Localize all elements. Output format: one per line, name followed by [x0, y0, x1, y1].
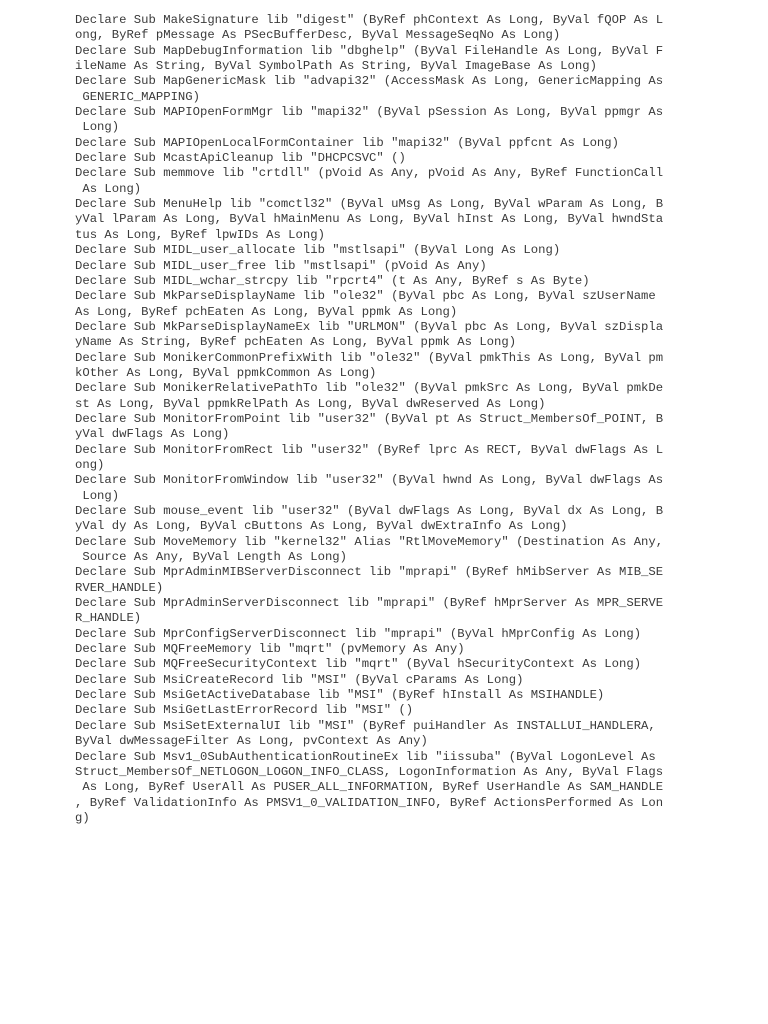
code-line: As Long) — [75, 181, 142, 196]
code-line: Declare Sub MsiSetExternalUI lib "MSI" (ByRef puiHandler As INSTALLUI_HANDLERA, — [75, 718, 656, 733]
code-line: yName As String, ByRef pchEaten As Long, ByVal ppmk As Long) — [75, 335, 517, 350]
code-line: Declare Sub MsiCreateRecord lib "MSI" (ByVal cParams As Long) — [75, 672, 524, 687]
code-line: Declare Sub MprAdminServerDisconnect lib "mprapi" (ByRef hMprServer As MPR_SERVE — [75, 596, 664, 611]
code-line: Declare Sub mouse_event lib "user32" (ByVal dwFlags As Long, ByVal dx As Long, B — [75, 504, 664, 518]
code-line: g) — [75, 810, 90, 825]
code-line: Declare Sub MIDL_wchar_strcpy lib "rpcrt4" (t As Any, ByRef s As Byte) — [75, 273, 590, 288]
code-line: Declare Sub MapDebugInformation lib "dbghelp" (ByVal FileHandle As Long, ByVal F — [75, 43, 664, 58]
code-line: kOther As Long, ByVal ppmkCommon As Long) — [75, 365, 377, 380]
code-line: Declare Sub MonikerRelativePathTo lib "ole32" (ByVal pmkSrc As Long, ByVal pmkDe — [75, 381, 664, 396]
code-line: Long) — [75, 120, 120, 135]
code-line: Source As Any, ByVal Length As Long) — [75, 550, 347, 565]
code-line: Declare Sub MkParseDisplayNameEx lib "URLMON" (ByVal pbc As Long, ByVal szDispla — [75, 319, 664, 334]
code-line: R_HANDLE) — [75, 611, 142, 626]
code-line: Declare Sub MIDL_user_free lib "mstlsapi" (pVoid As Any) — [75, 258, 487, 273]
code-line: Declare Sub MsiGetActiveDatabase lib "MSI" (ByRef hInstall As MSIHANDLE) — [75, 688, 605, 703]
code-line: Declare Sub MprAdminMIBServerDisconnect lib "mprapi" (ByRef hMibServer As MIB_SE — [75, 565, 664, 580]
code-line: Declare Sub MapGenericMask lib "advapi32" (AccessMask As Long, GenericMapping As — [75, 74, 664, 89]
code-line: Declare Sub MsiGetLastErrorRecord lib "MSI" () — [75, 703, 414, 718]
code-line: Declare Sub memmove lib "crtdll" (pVoid As Any, pVoid As Any, ByRef FunctionCall — [75, 166, 664, 181]
code-document — [75, 13, 675, 826]
code-line: As Long, ByRef UserAll As PUSER_ALL_INFORMATION, ByRef UserHandle As SAM_HANDLE — [75, 780, 664, 795]
code-line: Declare Sub MonitorFromWindow lib "user32" (ByVal hwnd As Long, ByVal dwFlags As — [75, 473, 664, 488]
code-line: Declare Sub MenuHelp lib "comctl32" (ByVal uMsg As Long, ByVal wParam As Long, B — [75, 197, 664, 212]
code-line: Declare Sub McastApiCleanup lib "DHCPCSVC" () — [75, 151, 406, 166]
code-line: Declare Sub MprConfigServerDisconnect lib "mprapi" (ByVal hMprConfig As Long) — [75, 626, 642, 641]
code-line: Declare Sub Msv1_0SubAuthenticationRoutineEx lib "iissuba" (ByVal LogonLevel As — [75, 749, 656, 764]
code-line: ong) — [75, 457, 105, 472]
code-line: As Long, ByRef pchEaten As Long, ByVal ppmk As Long) — [75, 304, 458, 319]
code-line: ileName As String, ByVal SymbolPath As String, ByVal ImageBase As Long) — [75, 59, 597, 74]
code-line: Declare Sub MQFreeMemory lib "mqrt" (pvMemory As Any) — [75, 642, 465, 657]
code-line: , ByRef ValidationInfo As PMSV1_0_VALIDATION_INFO, ByRef ActionsPerformed As Lon — [75, 795, 664, 810]
code-line: Declare Sub MonitorFromPoint lib "user32" (ByVal pt As Struct_MembersOf_POINT, B — [75, 411, 664, 426]
code-line: Declare Sub MakeSignature lib "digest" (ByRef phContext As Long, ByVal fQOP As L — [75, 13, 664, 27]
code-line: Long) — [75, 488, 120, 503]
code-line: tus As Long, ByRef lpwIDs As Long) — [75, 227, 325, 242]
code-line: Declare Sub MonikerCommonPrefixWith lib "ole32" (ByVal pmkThis As Long, ByVal pm — [75, 350, 664, 365]
code-line: GENERIC_MAPPING) — [75, 89, 200, 104]
code-line: ByVal dwMessageFilter As Long, pvContext As Any) — [75, 734, 428, 749]
code-line: Declare Sub MQFreeSecurityContext lib "mqrt" (ByVal hSecurityContext As Long) — [75, 657, 642, 672]
code-line: Struct_MembersOf_NETLOGON_LOGON_INFO_CLASS, LogonInformation As Any, ByVal Flags — [75, 764, 664, 779]
code-line: Declare Sub MAPIOpenLocalFormContainer lib "mapi32" (ByVal ppfcnt As Long) — [75, 135, 619, 150]
code-line: Declare Sub MkParseDisplayName lib "ole32" (ByVal pbc As Long, ByVal szUserName — [75, 289, 656, 304]
code-line: yVal dy As Long, ByVal cButtons As Long, ByVal dwExtraInfo As Long) — [75, 519, 568, 534]
code-line: ong, ByRef pMessage As PSecBufferDesc, ByVal MessageSeqNo As Long) — [75, 28, 561, 43]
code-line: Declare Sub MIDL_user_allocate lib "mstlsapi" (ByVal Long As Long) — [75, 243, 561, 258]
code-line: Declare Sub MoveMemory lib "kernel32" Alias "RtlMoveMemory" (Destination As Any, — [75, 534, 664, 549]
code-line: yVal lParam As Long, ByVal hMainMenu As Long, ByVal hInst As Long, ByVal hwndSta — [75, 212, 664, 227]
code-line: RVER_HANDLE) — [75, 580, 164, 595]
code-line: yVal dwFlags As Long) — [75, 427, 230, 442]
code-line: st As Long, ByVal ppmkRelPath As Long, ByVal dwReserved As Long) — [75, 396, 546, 411]
code-line: Declare Sub MAPIOpenFormMgr lib "mapi32" (ByVal pSession As Long, ByVal ppmgr As — [75, 105, 664, 120]
code-line: Declare Sub MonitorFromRect lib "user32" (ByRef lprc As RECT, ByVal dwFlags As L — [75, 442, 664, 457]
